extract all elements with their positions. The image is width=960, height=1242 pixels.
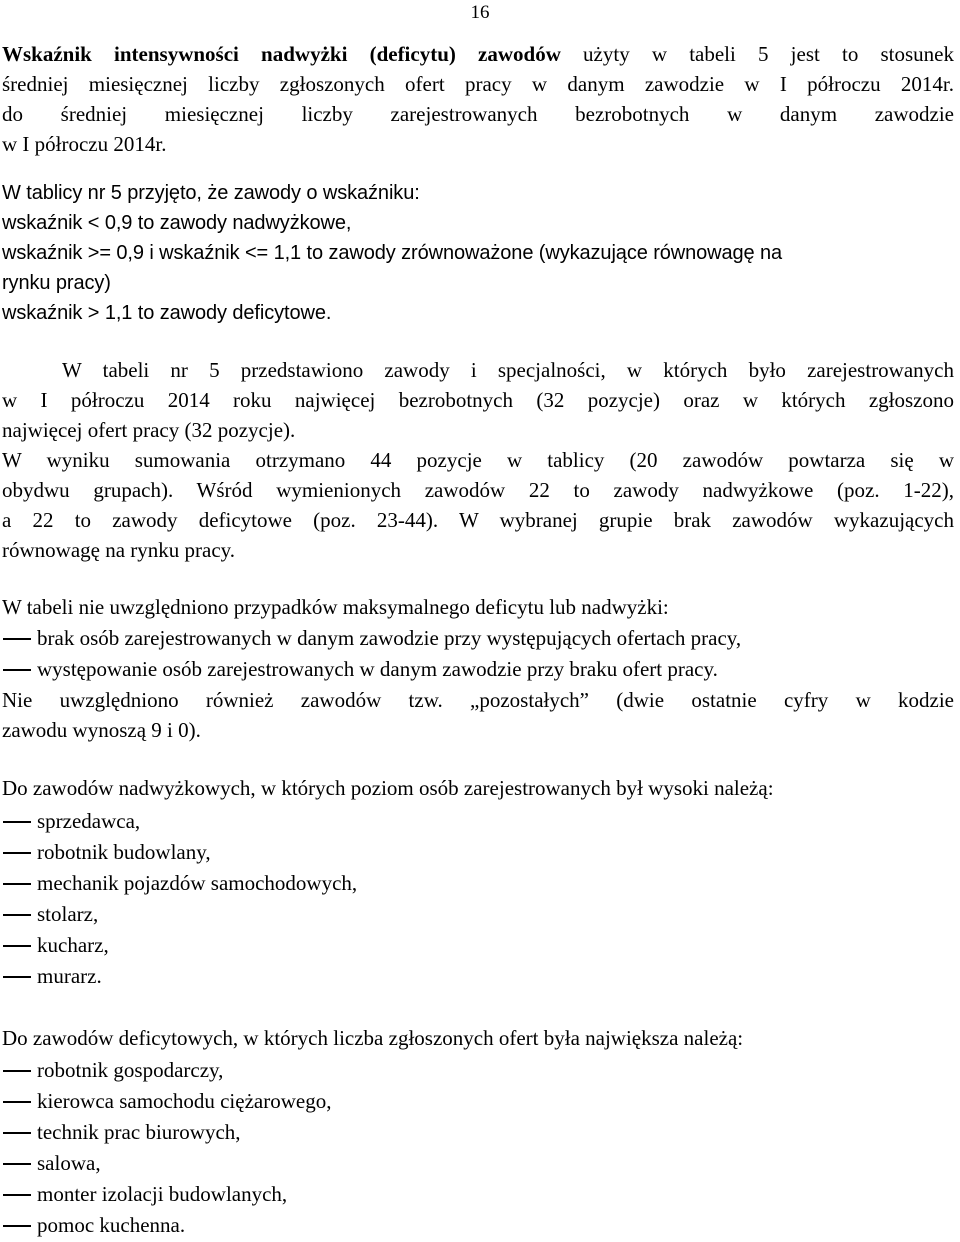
table-description-line-3: najwięcej ofert pracy (32 pozycje). <box>2 418 296 442</box>
deficit-item: monter izolacji budowlanych, <box>2 1179 954 1210</box>
definition-line-1-rest: użyty w tabeli 5 jest to stosunek <box>560 42 954 66</box>
deficit-occupations-list <box>2 1055 954 1241</box>
surplus-item: robotnik budowlany, <box>2 837 954 868</box>
deficit-item: robotnik gospodarczy, <box>2 1055 954 1086</box>
exclusions-note-line-1: Nie uwzględniono również zawodów tzw. „pozostałych” (dwie ostatnie cyfry w kodzie <box>2 688 954 712</box>
definition-line-3: do średniej miesięcznej liczby zarejestrowanych bezrobotnych w danym zawodzie <box>2 102 954 126</box>
table-description-paragraph <box>2 355 954 565</box>
criteria-intro: W tablicy nr 5 przyjęto, że zawody o wskaźniku: <box>2 182 420 204</box>
table-description-line-2: w I półroczu 2014 roku najwięcej bezrobotnych (32 pozycje) oraz w których zgłoszono <box>2 388 954 412</box>
deficit-list-intro: Do zawodów deficytowych, w których liczba zgłoszonych ofert była największa należą: <box>2 1026 744 1050</box>
exclusions-note-line-2: zawodu wynoszą 9 i 0). <box>2 718 201 742</box>
exclusion-item-2: występowanie osób zarejestrowanych w danym zawodzie przy braku ofert pracy. <box>2 654 954 685</box>
surplus-item: kucharz, <box>2 930 954 961</box>
exclusions-list <box>2 623 954 685</box>
table-description-line-4: W wyniku sumowania otrzymano 44 pozycje w tablicy (20 zawodów powtarza się w <box>2 448 954 472</box>
deficit-item: technik prac biurowych, <box>2 1117 954 1148</box>
definition-line-4: w I półroczu 2014r. <box>2 132 167 156</box>
criteria-surplus: wskaźnik < 0,9 to zawody nadwyżkowe, <box>2 212 352 234</box>
criteria-balanced-line-2: rynku pracy) <box>2 272 111 294</box>
surplus-item: murarz. <box>2 961 954 992</box>
criteria-deficit: wskaźnik > 1,1 to zawody deficytowe. <box>2 302 332 324</box>
definition-term: Wskaźnik intensywności nadwyżki (deficytu) zawodów <box>2 42 561 66</box>
table-description-line-5: obydwu grupach). Wśród wymienionych zawodów 22 to zawody nadwyżkowe (poz. 1-22), <box>2 478 954 502</box>
exclusions-intro: W tabeli nie uwzględniono przypadków maksymalnego deficytu lub nadwyżki: <box>2 595 669 619</box>
surplus-list-intro: Do zawodów nadwyżkowych, w których poziom osób zarejestrowanych był wysoki należą: <box>2 776 774 800</box>
deficit-item: pomoc kuchenna. <box>2 1210 954 1241</box>
deficit-item: kierowca samochodu ciężarowego, <box>2 1086 954 1117</box>
criteria-balanced-line-1: wskaźnik >= 0,9 i wskaźnik <= 1,1 to zawody zrównoważone (wykazujące równowagę na <box>2 242 783 264</box>
table-description-line-1: W tabeli nr 5 przedstawiono zawody i specjalności, w których było zarejestrowanych <box>62 358 954 382</box>
table-description-line-6: a 22 to zawody deficytowe (poz. 23-44). W wybranej grupie brak zawodów wykazujących <box>2 508 954 532</box>
definition-paragraph <box>2 39 954 159</box>
exclusions-note <box>2 685 954 745</box>
table-description-line-7: równowagę na rynku pracy. <box>2 538 236 562</box>
definition-line-1 <box>2 39 954 69</box>
surplus-item: stolarz, <box>2 899 954 930</box>
exclusion-item-1: brak osób zarejestrowanych w danym zawodzie przy występujących ofertach pracy, <box>2 623 954 654</box>
surplus-item: sprzedawca, <box>2 806 954 837</box>
deficit-item: salowa, <box>2 1148 954 1179</box>
criteria-block <box>2 178 954 328</box>
surplus-occupations-list <box>2 806 954 992</box>
page-number: 16 <box>470 2 490 23</box>
surplus-item: mechanik pojazdów samochodowych, <box>2 868 954 899</box>
definition-line-2: średniej miesięcznej liczby zgłoszonych ofert pracy w danym zawodzie w I półroczu 2014r. <box>2 72 954 96</box>
